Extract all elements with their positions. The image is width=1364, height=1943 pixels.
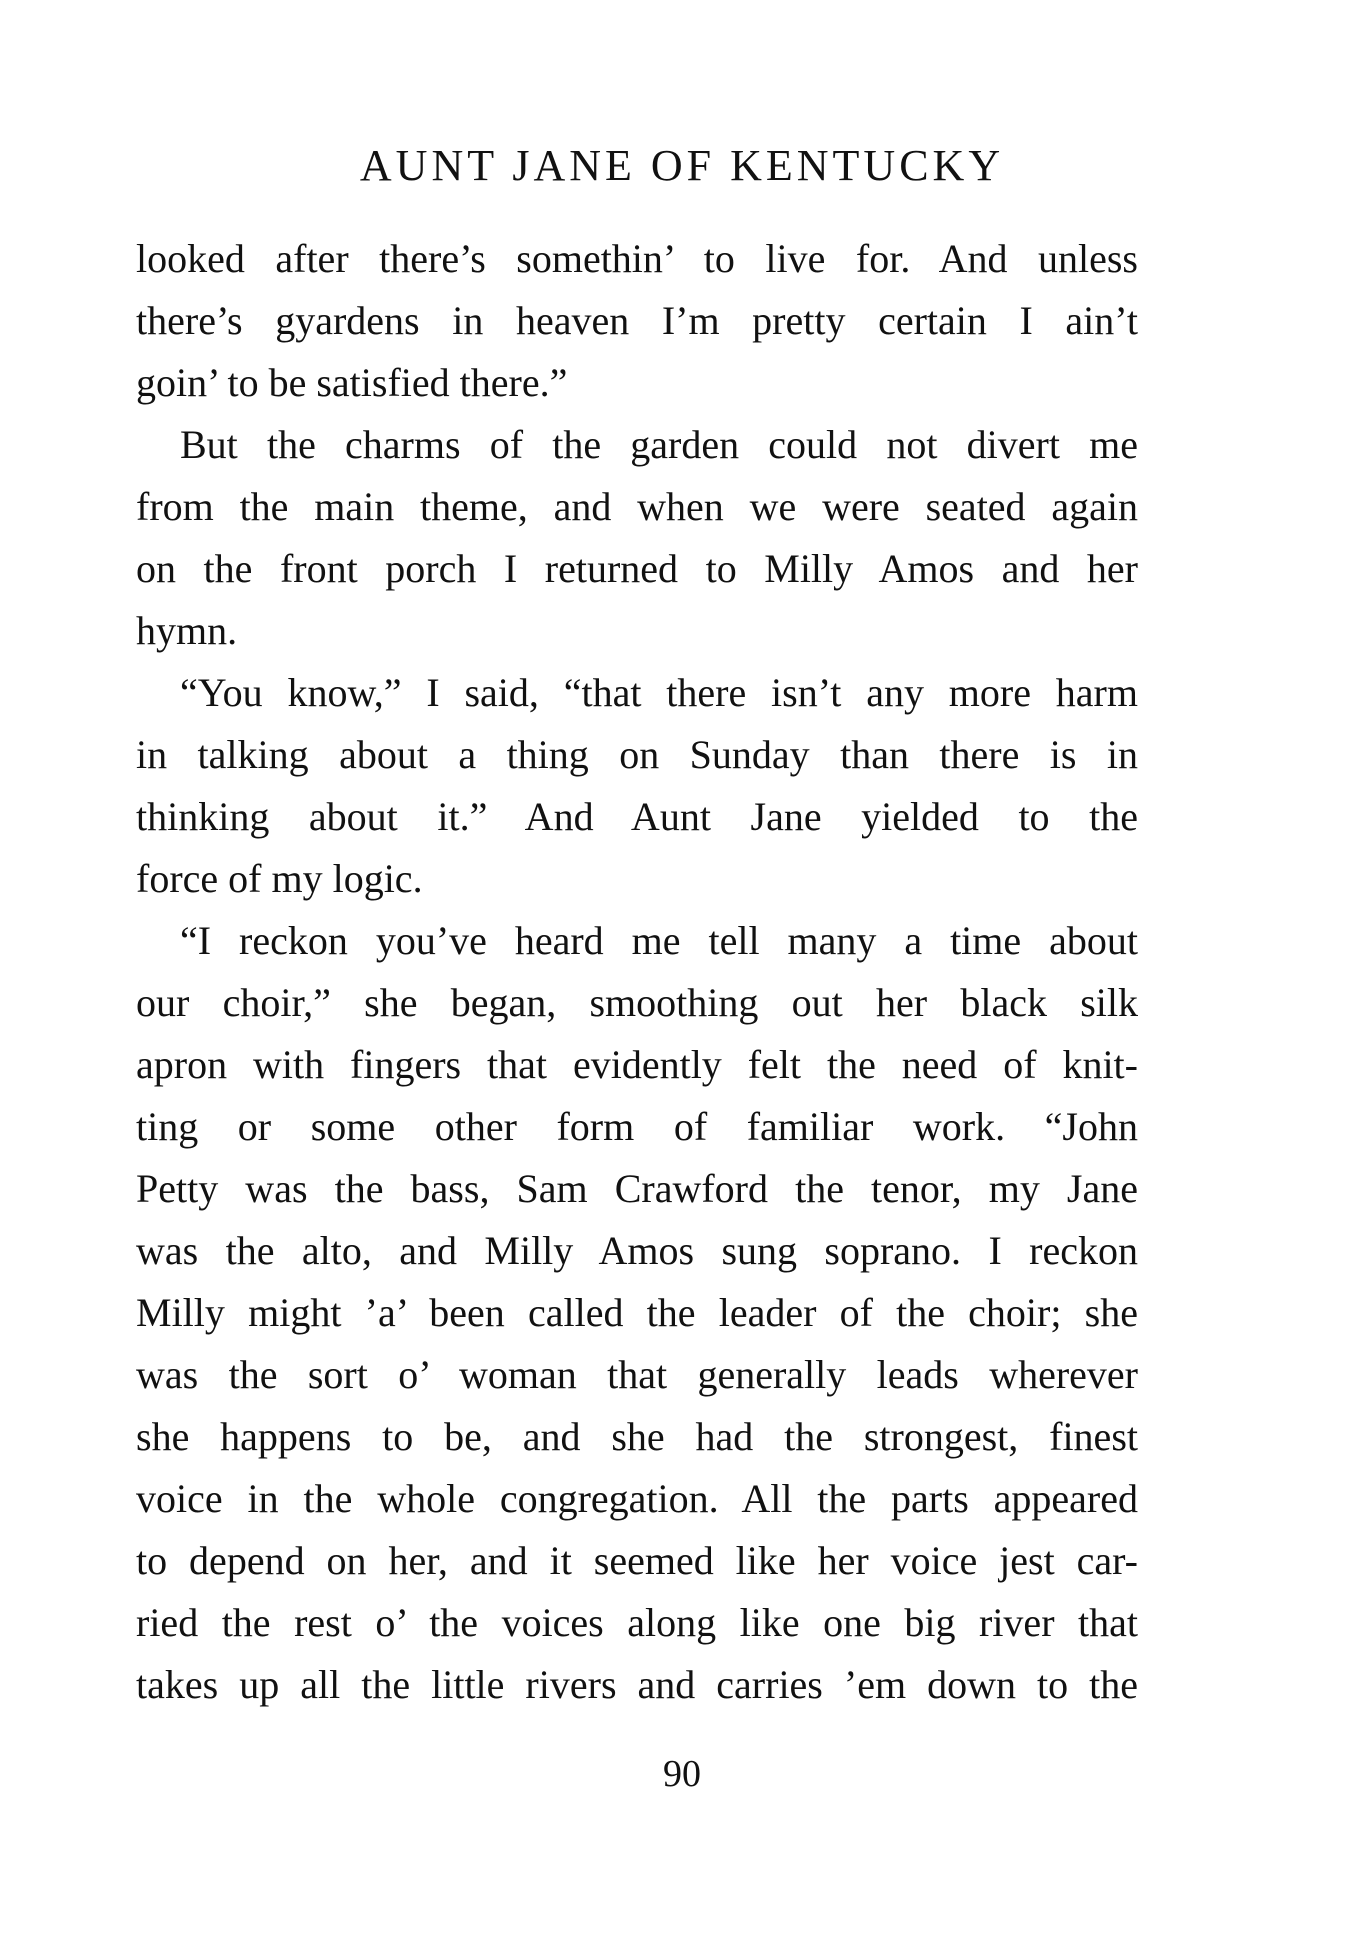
text-line: But the charms of the garden could not divert me: [180, 422, 1138, 467]
text-line: hymn.: [136, 608, 238, 653]
text-line: looked after there’s somethin’ to live for. And unless: [136, 236, 1138, 281]
text-line: was the alto, and Milly Amos sung soprano. I reckon: [136, 1228, 1138, 1273]
text-line: Petty was the bass, Sam Crawford the tenor, my Jane: [136, 1166, 1138, 1211]
text-line: thinking about it.” And Aunt Jane yielded to the: [136, 794, 1138, 839]
text-line: ried the rest o’ the voices along like one big river that: [136, 1600, 1138, 1645]
text-line: in talking about a thing on Sunday than there is in: [136, 732, 1138, 777]
running-head: AUNT JANE OF KENTUCKY: [359, 141, 1005, 190]
text-line: our choir,” she began, smoothing out her black silk: [136, 980, 1138, 1025]
text-line: she happens to be, and she had the strongest, finest: [136, 1414, 1138, 1459]
text-line: “I reckon you’ve heard me tell many a time about: [180, 918, 1138, 963]
text-line: from the main theme, and when we were seated again: [136, 484, 1138, 529]
page-number: 90: [663, 1753, 701, 1795]
body-text: [136, 228, 1138, 1716]
text-line: apron with fingers that evidently felt the need of knit-: [136, 1042, 1138, 1087]
text-line: was the sort o’ woman that generally leads wherever: [136, 1352, 1138, 1397]
text-line: force of my logic.: [136, 856, 423, 901]
text-line: goin’ to be satisfied there.”: [136, 360, 568, 405]
text-line: takes up all the little rivers and carries ’em down to the: [136, 1662, 1138, 1707]
text-line: voice in the whole congregation. All the parts appeared: [136, 1476, 1138, 1521]
text-line: on the front porch I returned to Milly Amos and her: [136, 546, 1138, 591]
text-line: “You know,” I said, “that there isn’t any more harm: [180, 670, 1138, 715]
text-line: ting or some other form of familiar work. “John: [136, 1104, 1138, 1149]
text-line: there’s gyardens in heaven I’m pretty certain I ain’t: [136, 298, 1138, 343]
text-line: Milly might ’a’ been called the leader of the choir; she: [136, 1290, 1138, 1335]
text-line: to depend on her, and it seemed like her voice jest car-: [136, 1538, 1138, 1583]
